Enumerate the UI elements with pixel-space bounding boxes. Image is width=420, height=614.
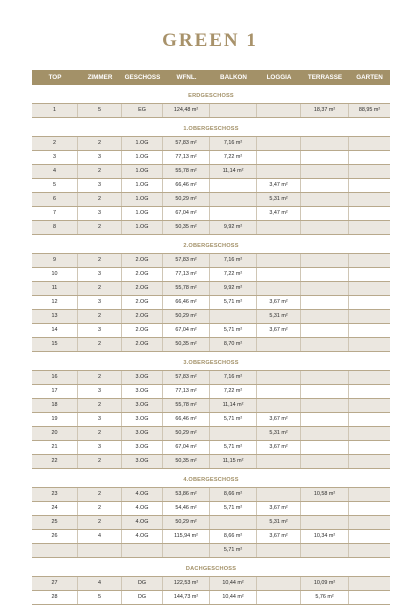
table-cell: 66,46 m² [163,413,210,426]
table-cell: 3.OG [122,413,163,426]
table-cell: 3,67 m² [257,296,301,309]
table-cell: 25 [32,516,78,529]
table-cell [349,413,390,426]
section-row [32,235,390,254]
table-cell [257,455,301,468]
table-cell: 2.OG [122,324,163,337]
table-cell: 122,53 m² [163,577,210,590]
table-cell: 50,29 m² [163,427,210,440]
table-row [32,591,390,605]
table-cell: 9,92 m² [210,221,257,234]
table-cell: 3 [78,324,122,337]
table-cell [349,441,390,454]
section-row [32,118,390,137]
table-cell: 3,47 m² [257,179,301,192]
table-cell [349,502,390,515]
header-balkon: BALKON [220,74,247,81]
table-cell [32,544,78,557]
table-cell: 2 [78,282,122,295]
table-cell: 5,71 m² [210,324,257,337]
table-cell [349,296,390,309]
table-cell: 50,35 m² [163,455,210,468]
header-terrasse: TERRASSE [307,74,343,81]
table-cell: 11,14 m² [210,165,257,178]
table-cell [349,137,390,150]
table-cell [301,310,349,323]
table-cell: 9 [32,254,78,267]
table-cell [301,221,349,234]
section-label: DACHGESCHOSS [185,566,237,572]
table-cell [210,193,257,206]
table-row [32,371,390,385]
table-cell: 2.OG [122,338,163,351]
table-cell [349,488,390,501]
table-cell [301,296,349,309]
table-cell [301,427,349,440]
table-cell: 50,35 m² [163,338,210,351]
table-cell: 2 [78,254,122,267]
table-cell: 10 [32,268,78,281]
table-cell [210,427,257,440]
table-cell: 7,22 m² [210,268,257,281]
table-cell: 7,16 m² [210,371,257,384]
table-row [32,385,390,399]
table-cell: 14 [32,324,78,337]
table-cell [349,254,390,267]
table-cell: 15 [32,338,78,351]
table-cell [349,371,390,384]
table-cell: 5,71 m² [210,296,257,309]
table-row [32,151,390,165]
table-cell [257,385,301,398]
table-cell: 13 [32,310,78,323]
section-row [32,558,390,577]
table-cell [349,399,390,412]
table-cell [301,455,349,468]
table-cell: 1.OG [122,137,163,150]
table-cell: 57,83 m² [163,371,210,384]
header-garten: GARTEN [356,74,383,81]
table-row [32,221,390,235]
table-row [32,455,390,469]
table-cell: 23 [32,488,78,501]
table-row [32,165,390,179]
table-cell: 19 [32,413,78,426]
table-row [32,282,390,296]
table-cell [301,165,349,178]
section-row [32,469,390,488]
table-cell [349,179,390,192]
section-label: 1.OBERGESCHOSS [183,126,239,132]
table-cell [349,530,390,543]
table-row [32,338,390,352]
table-row [32,137,390,151]
table-cell: 2 [78,455,122,468]
table-cell [349,577,390,590]
table-row [32,530,390,544]
table-cell: 3 [32,151,78,164]
table-cell: 3.OG [122,399,163,412]
table-cell [301,254,349,267]
table-row [32,427,390,441]
table-cell: 57,83 m² [163,137,210,150]
table-cell: 4.OG [122,502,163,515]
table-cell: 27 [32,577,78,590]
table-cell [349,544,390,557]
table-cell: 7 [32,207,78,220]
table-cell: 5 [32,179,78,192]
table-cell: 4.OG [122,488,163,501]
apartment-table [32,70,390,605]
table-cell [210,310,257,323]
table-cell [257,268,301,281]
table-cell: 5,76 m² [301,591,349,604]
table-cell: 144,73 m² [163,591,210,604]
header-loggia: LOGGIA [266,74,292,81]
table-cell: 10,34 m² [301,530,349,543]
table-cell: 5,31 m² [257,516,301,529]
table-cell: 2 [78,399,122,412]
table-body [32,85,390,605]
table-cell [301,399,349,412]
table-row [32,104,390,118]
table-row [32,544,390,558]
table-cell: 1.OG [122,151,163,164]
table-cell: 26 [32,530,78,543]
table-cell: 2 [78,338,122,351]
table-cell: 1.OG [122,221,163,234]
section-label: ERDGESCHOSS [188,93,234,99]
table-cell: 3 [78,296,122,309]
table-cell [349,385,390,398]
table-cell: 2 [78,310,122,323]
table-cell: 1.OG [122,207,163,220]
table-cell: 7,16 m² [210,137,257,150]
table-cell: 3.OG [122,371,163,384]
table-cell [122,544,163,557]
table-row [32,577,390,591]
table-cell: 3,67 m² [257,530,301,543]
table-cell: 2 [78,165,122,178]
table-cell: 21 [32,441,78,454]
table-cell: 6 [32,193,78,206]
table-cell: 77,13 m² [163,385,210,398]
table-cell [349,268,390,281]
table-row [32,296,390,310]
table-cell [257,591,301,604]
table-cell [349,324,390,337]
table-cell: DG [122,591,163,604]
table-cell [257,544,301,557]
table-cell [349,165,390,178]
table-cell: 5 [78,104,122,117]
table-cell: 24 [32,502,78,515]
table-row [32,324,390,338]
header-geschoss: GESCHOSS [124,74,161,81]
table-cell: 4 [32,165,78,178]
table-cell: 67,04 m² [163,207,210,220]
table-cell: 5,31 m² [257,310,301,323]
table-cell [257,104,301,117]
table-cell: 3,67 m² [257,502,301,515]
table-cell: 22 [32,455,78,468]
table-cell: 3.OG [122,441,163,454]
table-cell: DG [122,577,163,590]
table-cell: 2.OG [122,296,163,309]
table-cell: 3.OG [122,427,163,440]
table-row [32,516,390,530]
table-cell: 2 [78,488,122,501]
table-cell: 8,66 m² [210,488,257,501]
header-wfnl: WFNL. [176,74,197,81]
table-cell: 3 [78,207,122,220]
table-cell: 67,04 m² [163,441,210,454]
table-cell: 5,71 m² [210,502,257,515]
table-cell: 2.OG [122,268,163,281]
table-cell [301,207,349,220]
table-cell [349,310,390,323]
table-cell: 77,13 m² [163,268,210,281]
table-row [32,488,390,502]
table-cell [301,516,349,529]
table-cell: 2 [78,516,122,529]
table-cell: 2.OG [122,254,163,267]
table-cell [257,165,301,178]
table-cell [301,544,349,557]
page-title: GREEN 1 [162,30,258,51]
table-cell: 2 [78,427,122,440]
table-cell: 4.OG [122,530,163,543]
table-row [32,254,390,268]
table-cell: 53,86 m² [163,488,210,501]
table-cell: 7,16 m² [210,254,257,267]
table-cell [349,455,390,468]
table-row [32,502,390,516]
table-cell: 11 [32,282,78,295]
table-row [32,193,390,207]
table-cell: 67,04 m² [163,324,210,337]
table-cell: 10,44 m² [210,591,257,604]
table-cell: 2 [78,221,122,234]
table-cell: 1 [32,104,78,117]
table-cell: 17 [32,385,78,398]
table-cell [349,338,390,351]
table-cell: 2 [78,193,122,206]
table-cell: 18 [32,399,78,412]
table-cell: 5,71 m² [210,544,257,557]
table-cell [349,207,390,220]
table-cell: 55,78 m² [163,282,210,295]
table-cell: 1.OG [122,165,163,178]
table-cell: 10,09 m² [301,577,349,590]
table-cell [301,441,349,454]
table-cell [78,544,122,557]
table-cell [349,427,390,440]
table-cell: 3 [78,179,122,192]
table-cell: 5,71 m² [210,413,257,426]
table-cell [210,104,257,117]
table-cell [301,137,349,150]
table-cell: 10,44 m² [210,577,257,590]
table-cell [349,193,390,206]
table-cell: 20 [32,427,78,440]
table-cell: 88,95 m² [358,107,381,113]
table-cell: 2 [78,502,122,515]
table-cell: 3 [78,151,122,164]
table-row [32,441,390,455]
table-cell [257,577,301,590]
table-cell [257,137,301,150]
table-cell: 4.OG [122,516,163,529]
table-cell: 50,29 m² [163,310,210,323]
table-row [32,268,390,282]
table-cell: 7,22 m² [210,385,257,398]
table-cell: 77,13 m² [163,151,210,164]
table-cell: 57,83 m² [163,254,210,267]
table-cell [301,282,349,295]
table-cell: 50,29 m² [163,193,210,206]
table-cell [257,282,301,295]
table-cell: 2 [32,137,78,150]
table-row [32,413,390,427]
table-cell: 50,35 m² [163,221,210,234]
table-cell: 3,67 m² [257,441,301,454]
table-cell: 11,15 m² [210,455,257,468]
table-cell [349,151,390,164]
table-cell: 55,78 m² [163,399,210,412]
table-row [32,207,390,221]
table-cell: 4 [78,530,122,543]
table-cell: 9,92 m² [210,282,257,295]
table-cell [301,324,349,337]
table-cell: 2.OG [122,282,163,295]
table-cell: 5 [78,591,122,604]
table-cell [301,268,349,281]
table-cell: 3,67 m² [257,413,301,426]
table-cell: 2.OG [122,310,163,323]
table-cell: 8,66 m² [210,530,257,543]
table-cell [257,399,301,412]
table-cell [301,338,349,351]
table-cell [163,544,210,557]
table-cell [210,207,257,220]
table-cell: EG [122,104,163,117]
table-cell: 12 [32,296,78,309]
header-top: TOP [48,74,62,81]
table-cell [301,151,349,164]
table-cell: 3 [78,268,122,281]
table-cell: 124,48 m² [163,104,210,117]
table-cell: 3.OG [122,385,163,398]
table-cell [349,221,390,234]
section-label: 3.OBERGESCHOSS [183,360,239,366]
table-cell: 3 [78,441,122,454]
table-cell: 3,47 m² [257,207,301,220]
table-cell: 66,46 m² [163,179,210,192]
table-cell: 66,46 m² [163,296,210,309]
table-cell: 5,31 m² [257,193,301,206]
table-cell: 5,31 m² [257,427,301,440]
table-row [32,179,390,193]
table-cell [301,371,349,384]
table-cell: 8,70 m² [210,338,257,351]
table-cell [349,591,390,604]
table-cell [301,179,349,192]
table-cell: 2 [78,371,122,384]
table-cell: 18,37 m² [301,104,349,117]
table-cell: 1.OG [122,179,163,192]
table-cell: 7,22 m² [210,151,257,164]
table-cell [349,282,390,295]
header-zimmer: ZIMMER [87,74,113,81]
table-cell: 3.OG [122,455,163,468]
table-cell [257,221,301,234]
table-cell: 28 [32,591,78,604]
table-cell: 8 [32,221,78,234]
table-cell [301,413,349,426]
table-cell: 3 [78,413,122,426]
table-cell [210,516,257,529]
table-cell [257,254,301,267]
section-label: 2.OBERGESCHOSS [183,243,239,249]
table-cell [257,338,301,351]
table-cell: 55,78 m² [163,165,210,178]
table-cell [301,502,349,515]
table-cell [349,516,390,529]
table-cell: 5,71 m² [210,441,257,454]
table-cell: 54,46 m² [163,502,210,515]
table-cell [257,151,301,164]
table-cell: 11,14 m² [210,399,257,412]
table-header-row [32,70,390,85]
table-cell: 10,58 m² [301,488,349,501]
table-cell: 50,29 m² [163,516,210,529]
table-cell: 1.OG [122,193,163,206]
table-cell: 16 [32,371,78,384]
table-cell [301,193,349,206]
section-label: 4.OBERGESCHOSS [183,477,239,483]
table-row [32,399,390,413]
section-row [32,85,390,104]
table-cell [210,179,257,192]
table-cell [257,371,301,384]
table-cell: 3,67 m² [257,324,301,337]
table-cell: 2 [78,137,122,150]
table-row [32,310,390,324]
table-cell [301,385,349,398]
table-cell: 4 [78,577,122,590]
table-cell: 3 [78,385,122,398]
table-cell: 115,94 m² [163,530,210,543]
table-cell [257,488,301,501]
section-row [32,352,390,371]
